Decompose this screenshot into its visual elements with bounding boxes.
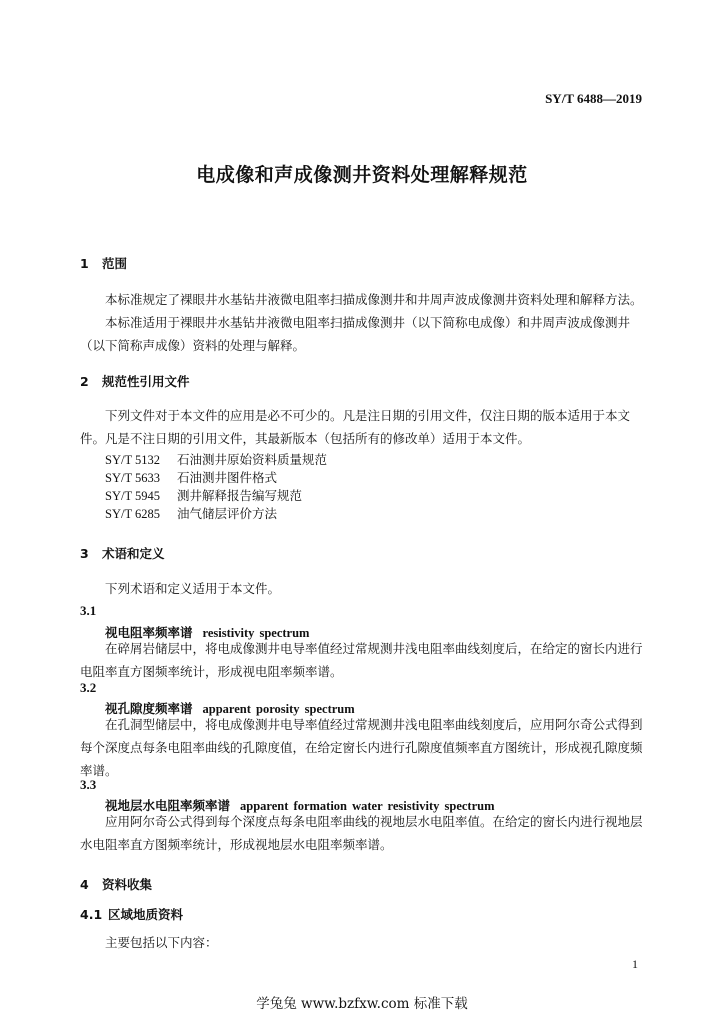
term-definition: 应用阿尔奇公式得到每个深度点每条电阻率曲线的视地层水电阻率值。在给定的窗长内进行视地层水电阻率直方图频率统计，形成视地层水电阻率频率谱。 — [80, 814, 643, 852]
page-number: 1 — [632, 957, 638, 971]
term-clause-number: 3.3 — [80, 777, 97, 792]
section-4-title: 资料收集 — [102, 877, 153, 892]
section-1-title: 范围 — [102, 256, 128, 271]
term-definition: 在碎屑岩储层中，将电成像测井电导率值经过常规测井浅电阻率曲线刻度后，在给定的窗长内进行电阻率直方图频率统计，形成视电阻率频率谱。 — [80, 641, 643, 679]
document-title: 电成像和声成像测井资料处理解释规范 — [196, 164, 528, 186]
section-2-number: 2 — [80, 374, 89, 389]
section-2-paragraph-1: 下列文件对于本文件的应用是必不可少的。凡是注日期的引用文件，仅注日期的版本适用于本文件。凡是不注日期的引用文件，其最新版本（包括所有的修改单）适用于本文件。 — [80, 408, 631, 446]
section-1-heading — [80, 254, 127, 272]
reference-item — [105, 450, 327, 468]
watermark: 学兔兔 www.bzfxw.com 标准下载 — [256, 996, 468, 1012]
reference-code: SY/T 5633 — [105, 471, 160, 485]
section-3-title: 术语和定义 — [102, 546, 165, 561]
term-chinese: 视电阻率频率谱 — [105, 625, 193, 640]
section-1-paragraph-2: 本标准适用于裸眼井水基钻井液微电阻率扫描成像测井（以下简称电成像）和井周声波成像测井（以下简称声成像）资料的处理与解释。 — [80, 315, 631, 353]
subsection-4-1-heading — [80, 905, 183, 923]
subsection-4-1-paragraph: 主要包括以下内容： — [105, 935, 218, 950]
section-1-number: 1 — [80, 256, 89, 271]
section-3-heading — [80, 544, 165, 562]
reference-code: SY/T 5132 — [105, 453, 160, 467]
reference-item — [105, 504, 277, 522]
term-english: apparent formation water resistivity spectrum — [240, 799, 495, 813]
standard-code: SY/T 6488—2019 — [545, 91, 642, 106]
section-2-heading — [80, 372, 190, 390]
reference-name: 油气储层评价方法 — [177, 506, 278, 521]
section-4-heading — [80, 875, 152, 893]
term-clause-number: 3.2 — [80, 680, 97, 695]
section-4-number: 4 — [80, 877, 89, 892]
term-english: resistivity spectrum — [202, 626, 310, 640]
term-chinese: 视孔隙度频率谱 — [105, 701, 193, 716]
section-3-number: 3 — [80, 546, 89, 561]
subsection-4-1-title: 区域地质资料 — [108, 907, 184, 922]
term-chinese: 视地层水电阻率频率谱 — [105, 798, 231, 813]
reference-name: 测井解释报告编写规范 — [177, 488, 303, 503]
section-3-intro: 下列术语和定义适用于本文件。 — [105, 581, 281, 596]
section-1-paragraph-1: 本标准规定了裸眼井水基钻井液微电阻率扫描成像测井和井周声波成像测井资料处理和解释方法。 — [105, 292, 643, 307]
term-definition: 在孔洞型储层中，将电成像测井电导率值经过常规测井浅电阻率曲线刻度后，应用阿尔奇公式得到每个深度点每条电阻率曲线的孔隙度值，在给定窗长内进行孔隙度值频率直方图统计，形成视孔隙度频率谱。 — [80, 717, 643, 778]
term-clause-number: 3.1 — [80, 603, 97, 618]
reference-item — [105, 468, 277, 486]
reference-code: SY/T 6285 — [105, 507, 160, 521]
reference-code: SY/T 5945 — [105, 489, 160, 503]
reference-name: 石油测井原始资料质量规范 — [177, 452, 328, 467]
section-2-title: 规范性引用文件 — [102, 374, 190, 389]
reference-item — [105, 486, 302, 504]
subsection-4-1-number: 4.1 — [80, 907, 103, 922]
reference-name: 石油测井图件格式 — [177, 470, 278, 485]
term-english: apparent porosity spectrum — [202, 702, 355, 716]
